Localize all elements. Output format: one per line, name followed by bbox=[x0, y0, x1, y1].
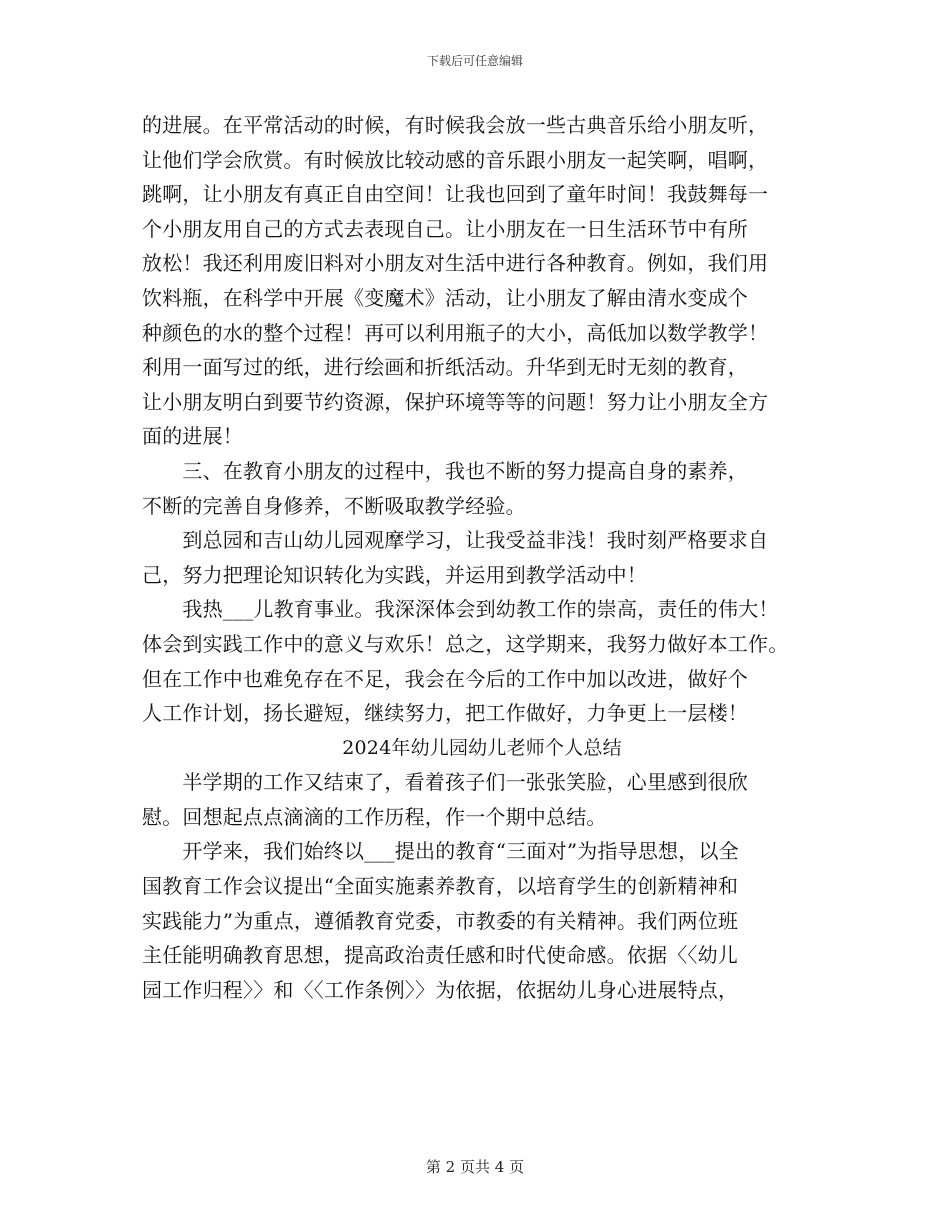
section-title: 2024年幼儿园幼儿老师个人总结 bbox=[342, 736, 622, 759]
text-line: 让小朋友明白到要节约资源，保护环境等等的问题！努力让小朋友全方 bbox=[142, 389, 769, 414]
text-line: 利用一面写过的纸，进行绘画和折纸活动。升华到无时无刻的教育， bbox=[142, 355, 748, 380]
text-line: 个小朋友用自己的方式去表现自己。让小朋友在一日生活环节中有所 bbox=[142, 216, 748, 241]
text-line: 跳啊，让小朋友有真正自由空间！让我也回到了童年时间！我鼓舞每一 bbox=[142, 182, 769, 207]
text-line: 三、在教育小朋友的过程中，我也不断的努力提高自身的素养， bbox=[142, 458, 748, 483]
text-line: 人工作计划，扬长避短，继续努力，把工作做好，力争更上一层楼！ bbox=[142, 701, 748, 726]
page-header: 下载后可任意编辑 bbox=[426, 54, 523, 68]
text-line: 种颜色的水的整个过程！再可以利用瓶子的大小，高低加以数学教学！ bbox=[142, 320, 769, 345]
text-line: 到总园和吉山幼儿园观摩学习，让我受益非浅！我时刻严格要求自 bbox=[142, 528, 769, 553]
text-line: 国教育工作会议提出“全面实施素养教育，以培育学生的创新精神和 bbox=[142, 874, 739, 899]
text-line: 但在工作中也难免存在不足，我会在今后的工作中加以改进，做好个 bbox=[142, 666, 748, 691]
text-line: 体会到实践工作中的意义与欢乐！总之，这学期来，我努力做好本工作。 bbox=[142, 631, 789, 656]
document-body bbox=[142, 108, 822, 1007]
text-line: 放松！我还利用废旧料对小朋友对生活中进行各种教育。例如，我们用 bbox=[142, 251, 769, 276]
text-line: 开学来，我们始终以___提出的教育“三面对”为指导思想，以全 bbox=[142, 839, 739, 864]
text-line: 让他们学会欣赏。有时候放比较动感的音乐跟小朋友一起笑啊，唱啊， bbox=[142, 147, 769, 172]
text-line: 饮料瓶，在科学中开展《变魔术》活动，让小朋友了解由清水变成个 bbox=[142, 285, 748, 310]
text-line: 园工作归程〉〉和〈〈工作条例〉〉为依据，依据幼儿身心进展特点， bbox=[142, 977, 739, 1002]
text-line: 不断的完善自身修养，不断吸取教学经验。 bbox=[142, 493, 526, 518]
text-line: 面的进展！ bbox=[142, 424, 243, 449]
text-line: 主任能明确教育思想，提高政治责任感和时代使命感。依据〈〈幼儿 bbox=[142, 943, 738, 968]
text-line: 己，努力把理论知识转化为实践，并运用到教学活动中！ bbox=[142, 562, 647, 587]
text-line: 慰。回想起点点滴滴的工作历程，作一个期中总结。 bbox=[142, 804, 607, 829]
text-line: 实践能力”为重点，遵循教育党委，市教委的有关精神。我们两位班 bbox=[142, 908, 739, 933]
text-line: 的进展。在平常活动的时候，有时候我会放一些古典音乐给小朋友听， bbox=[142, 113, 769, 137]
page-footer: 第 2 页共 4 页 bbox=[425, 1158, 525, 1176]
text-line: 半学期的工作又结束了，看着孩子们一张张笑脸，心里感到很欣 bbox=[142, 770, 748, 795]
text-line: 我热___儿教育事业。我深深体会到幼教工作的崇高，责任的伟大！ bbox=[142, 597, 779, 622]
